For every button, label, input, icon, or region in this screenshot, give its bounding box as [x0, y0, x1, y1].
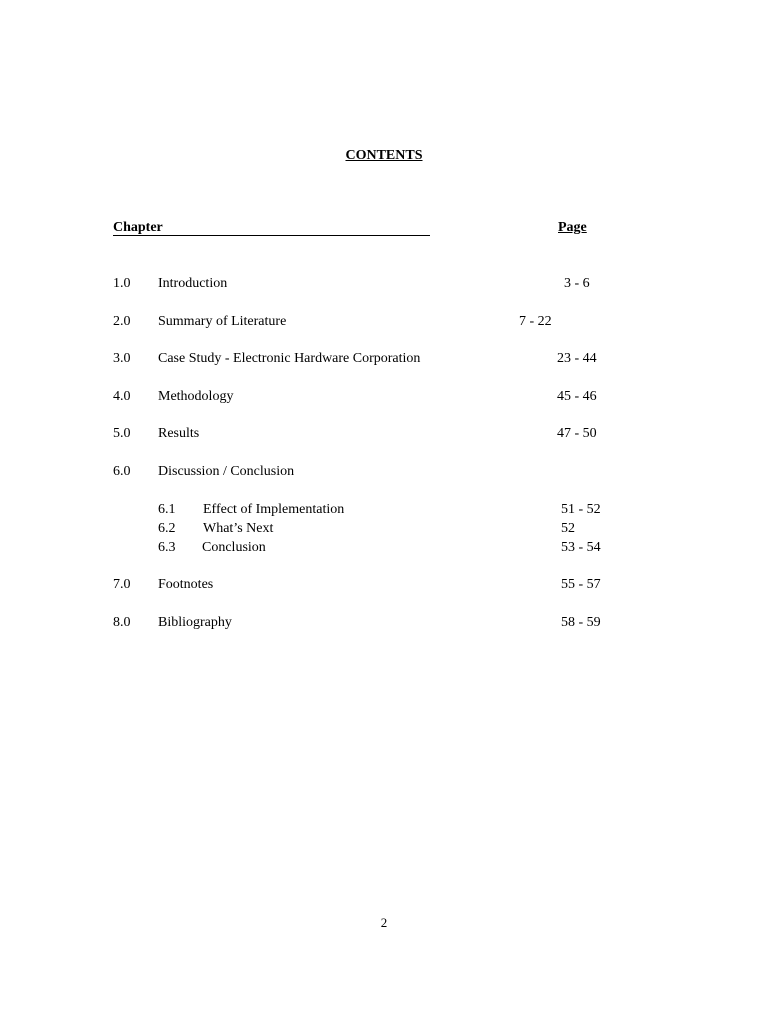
toc-entry-number: 2.0 [113, 314, 131, 329]
chapter-header-underline [113, 235, 430, 236]
chapter-column-header: Chapter [113, 220, 163, 235]
toc-entry-number: 3.0 [113, 351, 131, 366]
toc-entry-label: Summary of Literature [158, 314, 287, 329]
toc-subentry-number: 6.2 [158, 521, 176, 536]
toc-entry-pages: 23 - 44 [557, 351, 597, 366]
toc-entry-pages: 3 - 6 [564, 276, 590, 291]
page-column-header: Page [558, 220, 587, 235]
toc-entry-label: Methodology [158, 389, 234, 404]
toc-entry-number: 5.0 [113, 426, 131, 441]
toc-entry-number: 7.0 [113, 577, 131, 592]
toc-entry-label: Discussion / Conclusion [158, 464, 295, 479]
contents-title-text: CONTENTS [345, 148, 423, 163]
toc-subentry-pages: 53 - 54 [561, 540, 601, 555]
toc-subentry-pages: 52 [561, 521, 575, 536]
toc-entry-label: Introduction [158, 276, 228, 291]
toc-entry-number: 6.0 [113, 464, 131, 479]
toc-subentry-label: Effect of Implementation [203, 502, 345, 517]
toc-subentry-pages: 51 - 52 [561, 502, 601, 517]
toc-subentry-number: 6.3 [158, 540, 176, 555]
toc-entry-number: 8.0 [113, 615, 131, 630]
toc-subentry-number: 6.1 [158, 502, 176, 517]
toc-entry-label: Footnotes [158, 577, 214, 592]
toc-subentry-label: What’s Next [203, 521, 274, 536]
toc-entry-pages: 7 - 22 [519, 314, 552, 329]
toc-entry-pages: 47 - 50 [557, 426, 597, 441]
toc-subentry-label: Conclusion [202, 540, 266, 555]
toc-entry-number: 4.0 [113, 389, 131, 404]
toc-entry-pages: 58 - 59 [561, 615, 601, 630]
toc-entry-label: Results [158, 426, 200, 441]
toc-entry-label: Case Study - Electronic Hardware Corporation [158, 351, 421, 366]
contents-title [0, 148, 768, 164]
toc-entry-number: 1.0 [113, 276, 131, 291]
toc-entry-pages: 45 - 46 [557, 389, 597, 404]
page-number: 2 [380, 915, 388, 930]
toc-entry-label: Bibliography [158, 615, 232, 630]
toc-entry-pages: 55 - 57 [561, 577, 601, 592]
